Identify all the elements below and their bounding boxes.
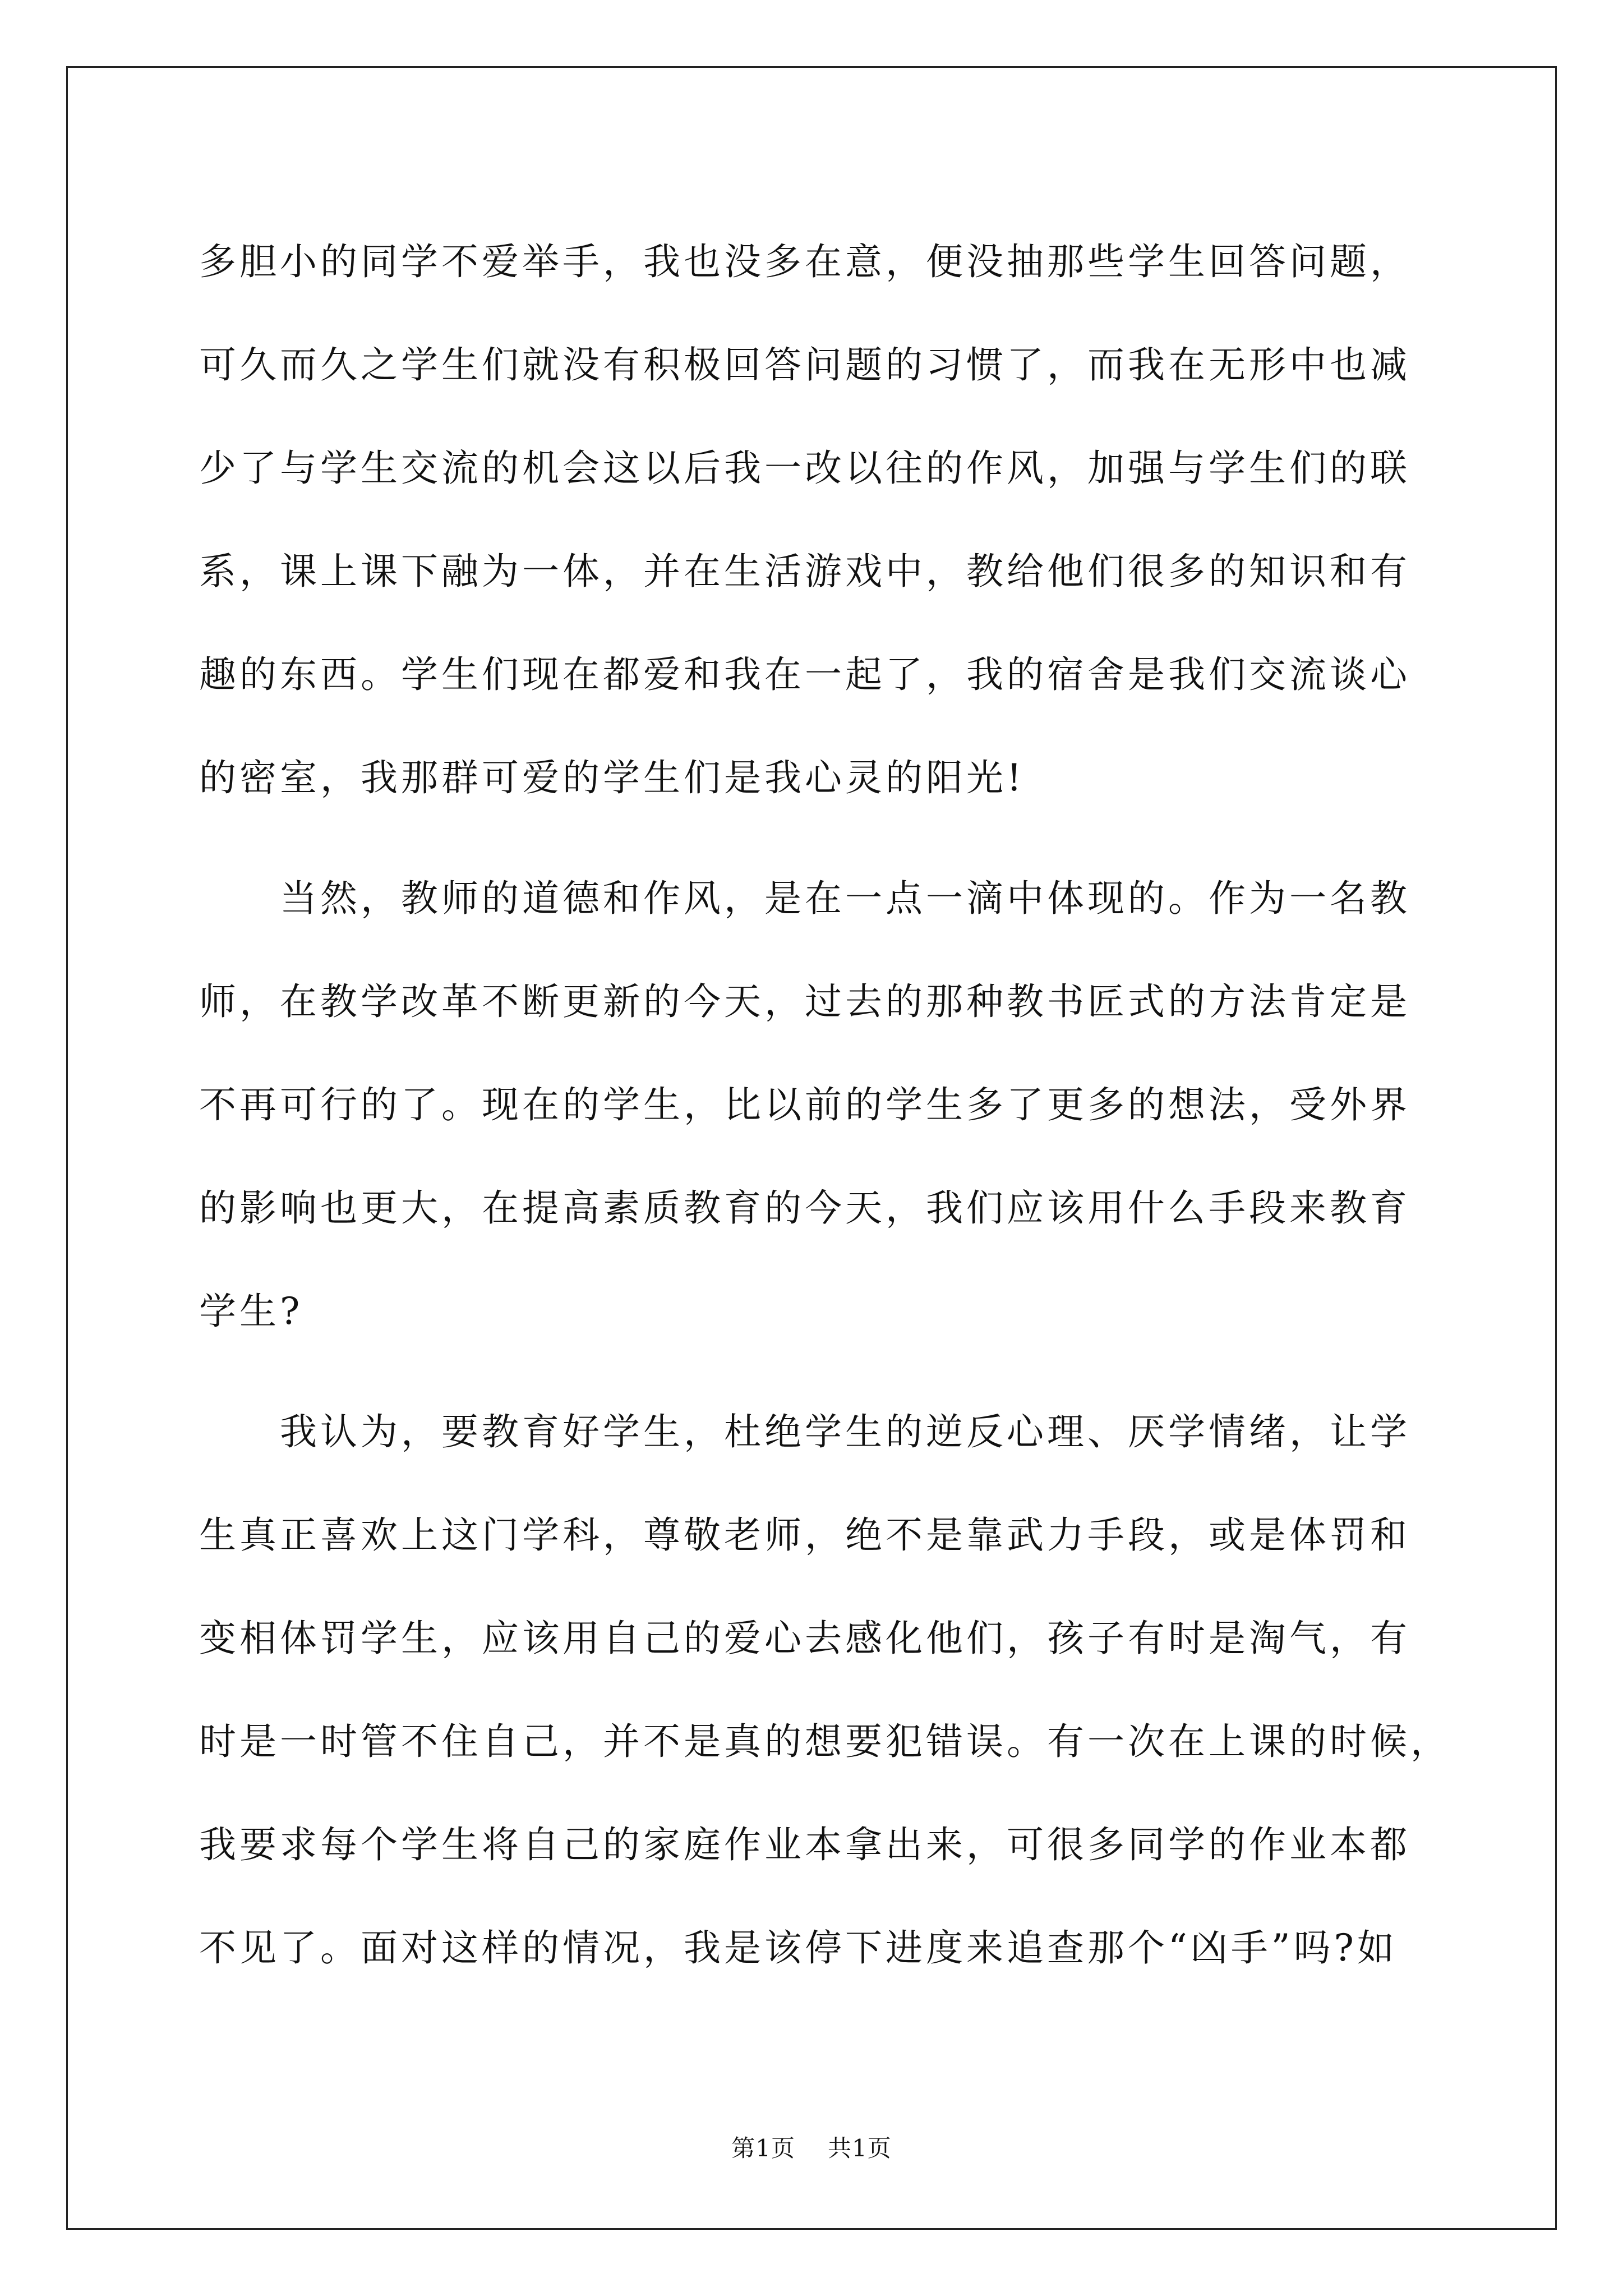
text-line: 变相体罚学生，应该用自己的爱心去感化他们，孩子有时是淘气，有 xyxy=(199,1617,1410,1660)
text-line: 趣的东西。学生们现在都爱和我在一起了，我的宿舍是我们交流谈心 xyxy=(199,653,1410,696)
paragraph-first-line: 我认为，要教育好学生，杜绝学生的逆反心理、厌学情绪，让学 xyxy=(280,1410,1410,1453)
text-line: 不见了。面对这样的情况，我是该停下进度来追查那个“凶手”吗?如 xyxy=(199,1926,1398,1970)
text-line: 不再可行的了。现在的学生，比以前的学生多了更多的想法，受外界 xyxy=(199,1083,1410,1126)
text-line: 师，在教学改革不断更新的今天，过去的那种教书匠式的方法肯定是 xyxy=(199,980,1410,1023)
text-line: 可久而久之学生们就没有积极回答问题的习惯了，而我在无形中也减 xyxy=(199,343,1410,386)
text-line: 学生? xyxy=(199,1290,303,1333)
text-line: 生真正喜欢上这门学科，尊敬老师，绝不是靠武力手段，或是体罚和 xyxy=(199,1513,1410,1557)
text-line: 我要求每个学生将自己的家庭作业本拿出来，可很多同学的作业本都 xyxy=(199,1823,1410,1866)
page-footer xyxy=(0,2133,1623,2164)
text-line: 的密室，我那群可爱的学生们是我心灵的阳光! xyxy=(199,756,1025,799)
document-body xyxy=(199,210,1451,2000)
text-line: 系，课上课下融为一体，并在生活游戏中，教给他们很多的知识和有 xyxy=(199,550,1410,593)
text-line: 时是一时管不住自己，并不是真的想要犯错误。有一次在上课的时候， xyxy=(199,1720,1451,1763)
text-line: 的影响也更大，在提高素质教育的今天，我们应该用什么手段来教育 xyxy=(199,1186,1410,1230)
text-line: 多胆小的同学不爱举手，我也没多在意，便没抽那些学生回答问题， xyxy=(199,240,1410,283)
text-line: 少了与学生交流的机会这以后我一改以往的作风，加强与学生们的联 xyxy=(199,447,1410,490)
paragraph-first-line: 当然，教师的道德和作风，是在一点一滴中体现的。作为一名教 xyxy=(280,877,1410,920)
paragraph-gap xyxy=(199,1363,1427,1381)
page-number-current: 第1页 xyxy=(731,2134,795,2162)
paragraph-gap xyxy=(199,830,1427,847)
page-number-total: 共1页 xyxy=(828,2134,892,2162)
